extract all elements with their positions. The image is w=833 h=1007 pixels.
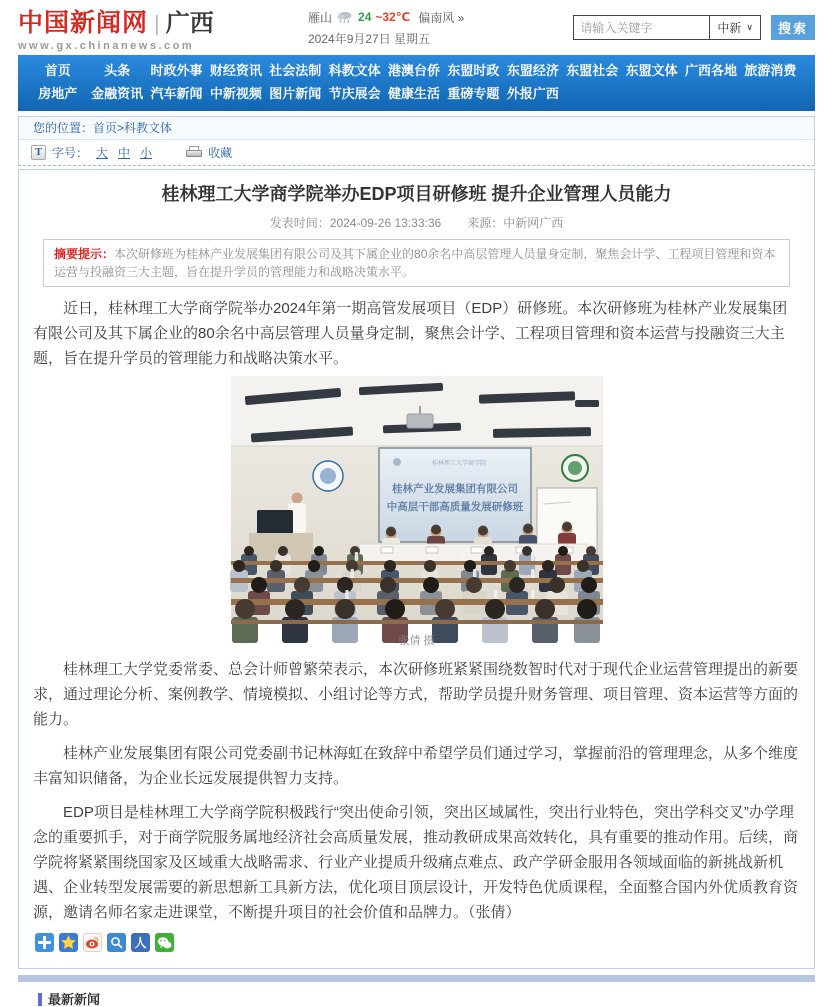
search-bar: [573, 15, 815, 40]
font-size-icon: T: [31, 145, 46, 160]
nav-item-汽车新闻[interactable]: 汽车新闻: [150, 86, 203, 101]
paragraph-2: 桂林理工大学党委常委、总会计师曾繁荣表示，本次研修班紧紧围绕数智时代对于现代企业运营管理提出的新要求，通过理论分析、案例教学、情境模拟、小组讨论等方式，帮助学员提升财务管理、项目管理、资本运营等方面的能力。: [33, 661, 799, 728]
projector: [407, 414, 433, 428]
nav-item-财经资讯[interactable]: 财经资讯: [209, 63, 262, 78]
nav-item-中新视频[interactable]: 中新视频: [209, 86, 262, 101]
search-scope-select[interactable]: 中新 ∨: [709, 15, 761, 40]
publish-time: 2024-09-26 13:33:36: [329, 216, 442, 230]
nav-row-2: [28, 82, 805, 105]
section-marker: [38, 993, 42, 1006]
main-nav: [18, 55, 815, 111]
logo-text-cn: 中国新闻网: [18, 10, 149, 37]
nav-item-首页[interactable]: 首页: [44, 63, 71, 78]
weather-widget: [308, 9, 464, 47]
chevron-down-icon: ∨: [746, 22, 753, 32]
article-toolbar: [19, 140, 814, 165]
tencent-weibo-icon[interactable]: [107, 933, 126, 952]
nav-item-重磅专题[interactable]: 重磅专题: [447, 86, 500, 101]
nav-item-旅游消费[interactable]: 旅游消费: [744, 63, 797, 78]
photo-container: [33, 376, 800, 629]
screen-logo-text: 桂林理工大学商学院: [431, 461, 486, 467]
nav-item-外报广西[interactable]: 外报广西: [506, 86, 559, 101]
logo-url: www.gx.chinanews.com: [18, 40, 195, 52]
nav-item-节庆展会[interactable]: 节庆展会: [328, 86, 381, 101]
projection-screen: [379, 448, 531, 542]
date-line: 2024年9月27日 星期五: [308, 31, 431, 46]
screen-title-line2: 中高层干部高质量发展研修班: [386, 501, 523, 513]
nav-item-东盟经济[interactable]: 东盟经济: [506, 63, 559, 78]
breadcrumb: [19, 117, 814, 140]
nav-item-时政外事[interactable]: 时政外事: [150, 63, 203, 78]
share-more-icon[interactable]: [35, 933, 54, 952]
nav-row-1: [28, 59, 805, 82]
nav-item-科教文体[interactable]: 科教文体: [328, 63, 381, 78]
font-size-label: 字号：: [52, 146, 89, 160]
section-title: 最新新闻: [48, 992, 101, 1007]
weather-location: 雁山: [308, 10, 333, 25]
qzone-icon[interactable]: [59, 933, 78, 952]
screen-title-line1: 桂林产业发展集团有限公司: [391, 483, 518, 495]
breadcrumb-label: 您的位置：: [33, 121, 94, 135]
search-input[interactable]: [573, 15, 709, 40]
nav-item-健康生活[interactable]: 健康生活: [388, 86, 441, 101]
paragraph-4: EDP项目是桂林理工大学商学院积极践行“突出使命引领，突出区域属性，突出行业特色，突出学科交叉”办学理念的重要抓手，对于商学院服务属地经济社会高质量发展，推动教研成果高效转化，具有重要的推动作用。后续，商学院将紧紧围绕国家及区域重大战略需求、行业产业提质升级痛点难点、政产学研金服用各领域面临的新挑战新机遇、企业转型发展需要的新思想新工具新方法，优化项目顶层设计，开发特色优质课程，全面整合国内外优质教育资源，邀请名师名家走进课堂，不断提升项目的社会价值和品牌力。（张倩）: [33, 804, 799, 921]
nav-item-东盟文体[interactable]: 东盟文体: [625, 63, 678, 78]
article-photo: [231, 376, 603, 624]
photo-caption: 张倩 摄: [398, 635, 435, 647]
wechat-icon[interactable]: [155, 933, 174, 952]
weather-temp-low: 24: [358, 10, 372, 24]
nav-item-东盟社会[interactable]: 东盟社会: [566, 63, 619, 78]
sina-weibo-icon[interactable]: [83, 933, 102, 952]
breadcrumb-path[interactable]: 首页>科教文体: [93, 121, 173, 135]
search-button[interactable]: 搜索: [771, 15, 815, 40]
font-size-medium-link[interactable]: 中: [118, 146, 131, 160]
paragraph-3: 桂林产业发展集团有限公司党委副书记林海虹在致辞中希望学员们通过学习，掌握前沿的管理理念，从多个维度丰富知识储备，为企业长远发展提供智力支持。: [33, 745, 799, 787]
source[interactable]: 中新网广西: [503, 216, 564, 230]
nav-item-东盟时政[interactable]: 东盟时政: [447, 63, 500, 78]
article: [18, 169, 815, 969]
abstract-box: [43, 239, 790, 287]
breadcrumb-box: [18, 116, 815, 166]
bottom-divider-bar: [18, 975, 815, 982]
source-label: 来源：: [467, 216, 504, 230]
font-size-large-link[interactable]: 大: [96, 146, 109, 160]
weather-wind[interactable]: 偏南风 »: [418, 10, 465, 25]
printer-icon[interactable]: [186, 146, 202, 159]
favorite-link[interactable]: 收藏: [208, 146, 233, 160]
abstract-text: 本次研修班为桂林产业发展集团有限公司及其下属企业的80余名中高层管理人员量身定制，聚焦会计学、工程项目管理和资本运营与投融资三大主题，旨在提升学员的管理能力和战略决策水平。: [54, 247, 776, 279]
site-logo[interactable]: [18, 3, 218, 52]
nav-item-头条[interactable]: 头条: [104, 63, 131, 78]
share-bar: [35, 933, 800, 952]
article-meta: [33, 214, 800, 231]
renren-icon[interactable]: 人: [131, 933, 150, 952]
weather-temp-high: ~32℃: [375, 10, 411, 24]
nav-item-广西各地[interactable]: 广西各地: [684, 63, 737, 78]
nav-item-图片新闻[interactable]: 图片新闻: [269, 86, 322, 101]
nav-item-港澳台侨[interactable]: 港澳台侨: [388, 63, 441, 78]
rain-cloud-icon: [336, 10, 354, 24]
logo-separator: |: [154, 11, 160, 36]
article-title: 桂林理工大学商学院举办EDP项目研修班 提升企业管理人员能力: [161, 184, 672, 204]
font-size-small-link[interactable]: 小: [140, 146, 153, 160]
site-header: [0, 0, 833, 55]
paragraph-1: 近日，桂林理工大学商学院举办2024年第一期高管发展项目（EDP）研修班。本次研修班为桂林产业发展集团有限公司及其下属企业的80余名中高层管理人员量身定制，聚焦会计学、工程项目管理和资本运营与投融资三大主题，旨在提升学员的管理能力和战略决策水平。: [33, 300, 788, 367]
nav-item-社会法制[interactable]: 社会法制: [269, 63, 322, 78]
abstract-label: 摘要提示：: [54, 247, 115, 261]
latest-news-section-header: [38, 993, 815, 1007]
nav-item-金融资讯[interactable]: 金融资讯: [91, 86, 144, 101]
publish-time-label: 发表时间：: [269, 216, 330, 230]
nav-item-房地产[interactable]: 房地产: [38, 86, 78, 101]
logo-region: 广西: [165, 10, 214, 37]
